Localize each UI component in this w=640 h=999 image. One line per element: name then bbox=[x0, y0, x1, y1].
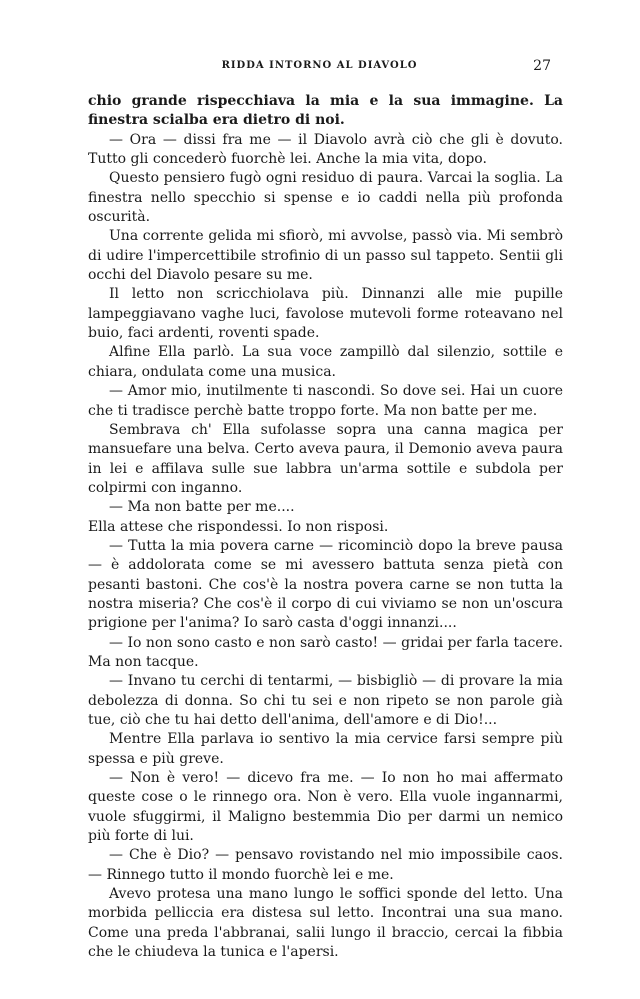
paragraph: — Io non sono casto e non sarò casto! — gridai per farla tacere. Ma non tacque. bbox=[88, 634, 563, 670]
paragraph: — Tutta la mia povera carne — ricominciò dopo la breve pausa — è addolorata come se mi avessero battuta senza pietà con pesanti bastoni. Che cos'è la nostra povera carne se non tutta la nostra miseria? Che cos'è il corpo di cui viviamo se non un'oscura prigione per l'anima? Io sarò casta d'oggi innanzi.... bbox=[88, 537, 563, 632]
paragraph: — Amor mio, inutilmente ti nascondi. So dove sei. Hai un cuore che ti tradisce perchè batte troppo forte. Ma non batte per me. bbox=[88, 383, 563, 419]
paragraph: Questo pensiero fugò ogni residuo di paura. Varcai la soglia. La finestra nello specchio si spense e io caddi nella più profonda oscurità. bbox=[88, 170, 563, 226]
paragraph: Mentre Ella parlava io sentivo la mia cervice farsi sempre più spessa e più greve. bbox=[88, 731, 563, 767]
running-title: RIDDA INTORNO AL DIAVOLO bbox=[221, 60, 418, 71]
paragraph: Alfine Ella parlò. La sua voce zampillò dal silenzio, sottile e chiara, ondulata come una musica. bbox=[88, 344, 563, 380]
body-text bbox=[88, 92, 563, 962]
paragraph: Avevo protesa una mano lungo le soffici sponde del letto. Una morbida pelliccia era distesa sul letto. Incontrai una sua mano. Come una preda l'abbranai, salii lungo il braccio, cercai la fibbia che le chiudeva la tunica e l'apersi. bbox=[88, 886, 563, 961]
paragraph: — Invano tu cerchi di tentarmi, — bisbigliò — di provare la mia debolezza di donna. So chi tu sei e non ripeto se non parole già tue, ciò che tu hai detto dell'anima, dell'amore e di Dio!... bbox=[88, 673, 563, 728]
paragraph: — Non è vero! — dicevo fra me. — Io non ho mai affermato queste cose o le rinnego ora. Non è vero. Ella vuole ingannarmi, vuole sfuggirmi, il Maligno bestemmia Dio per darmi un nemico più forte di lui. bbox=[88, 770, 563, 845]
page-header bbox=[88, 58, 551, 78]
page-number: 27 bbox=[533, 58, 551, 74]
paragraph: Il letto non scricchiolava più. Dinnanzi alle mie pupille lampeggiavano vaghe luci, favolose mutevoli forme roteavano nel buio, faci ardenti, roventi spade. bbox=[88, 286, 563, 342]
paragraph: Ella attese che rispondessi. Io non risposi. bbox=[88, 518, 389, 535]
paragraph: chio grande rispecchiava la mia e la sua immagine. La finestra scialba era dietro di noi. bbox=[88, 93, 563, 129]
paragraph: — Ora — dissi fra me — il Diavolo avrà ciò che gli è dovuto. Tutto gli concederò fuorchè lei. Anche la mia vita, dopo. bbox=[88, 131, 563, 168]
paragraph: Una corrente gelida mi sfiorò, mi avvolse, passò via. Mi sembrò di udire l'impercettibile strofinio di un passo sul tappeto. Sentii gli occhi del Diavolo pesare su me. bbox=[88, 228, 563, 284]
paragraph: Sembrava ch' Ella sufolasse sopra una canna magica per mansuefare una belva. Certo aveva paura, il Demonio aveva paura in lei e affilava sulle sue labbra un'arma sottile e subdola per colpirmi con inganno. bbox=[88, 421, 563, 496]
paragraph: — Ma non batte per me.... bbox=[109, 499, 295, 516]
paragraph: — Che è Dio? — pensavo rovistando nel mio impossibile caos. — Rinnego tutto il mondo fuorchè lei e me. bbox=[88, 847, 563, 883]
